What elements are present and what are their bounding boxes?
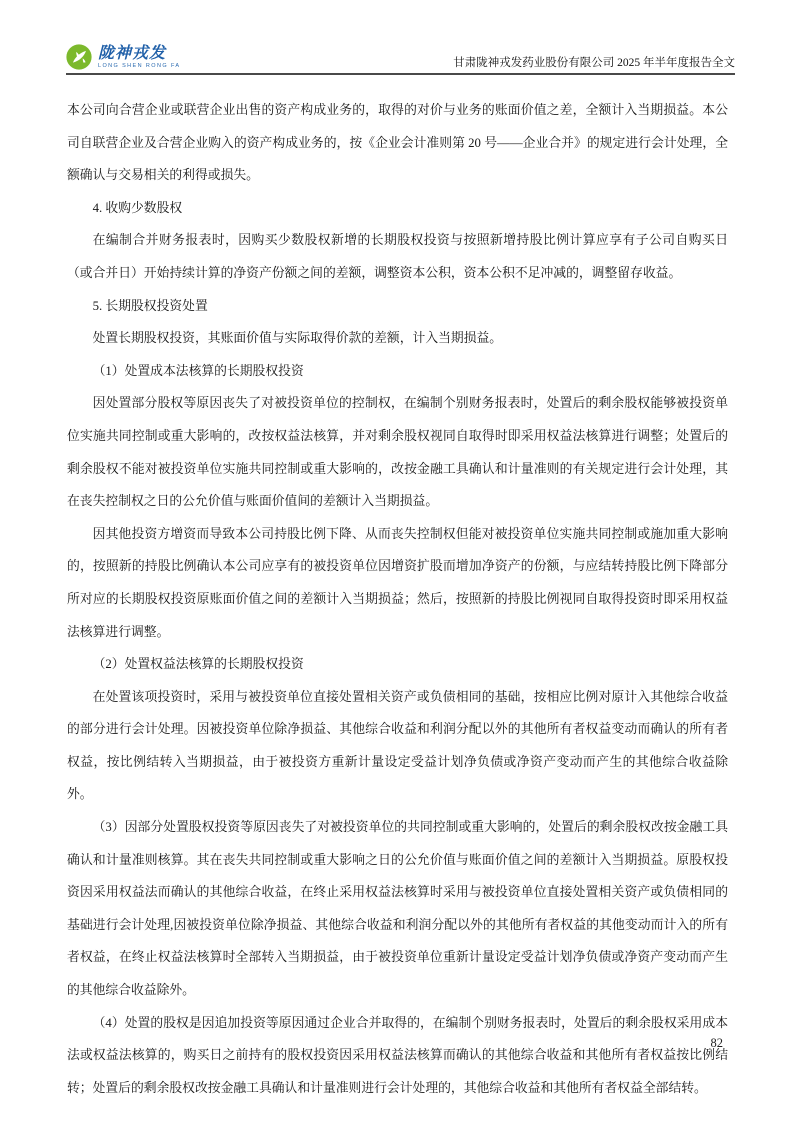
section-heading: （2）处置权益法核算的长期股权投资	[92, 657, 304, 672]
paragraph: （3）因部分处置股权投资等原因丧失了对被投资单位的共同控制或重大影响的，处置后的剩余股权改按金融工具确认和计量准则核算。其在丧失共同控制或重大影响之日的公允价值与账面价值之间的差额计入当期损益。原股权投资因采用权益法而确认的其他综合收益，在终止采用权益法核算时采用与被投资单位直接处置相关资产或负债相同的基础进行会计处理,因被投资单位除净损益、其他综合收益和利润分配以外的其他所有者权益的其他变动而计入的所有者权益，在终止权益法核算时全部转入当期损益，由于被投资单位重新计量设定受益计划净负债或净资产变动而产生的其他综合收益除外。	[67, 820, 728, 998]
report-header-title: 甘肃陇神戎发药业股份有限公司 2025 年半年度报告全文	[453, 57, 735, 69]
paragraph: 在编制合并财务报表时，因购买少数股权新增的长期股权投资与按照新增持股比例计算应享有子公司自购买日（或合并日）开始持续计算的净资产份额之间的差额，调整资本公积，资本公积不足冲减的，调整留存收益。	[67, 233, 728, 280]
paragraph: 处置长期股权投资，其账面价值与实际取得价款的差额，计入当期损益。	[92, 331, 503, 346]
company-logo-leaf-circle-icon	[65, 43, 93, 71]
company-logo-text	[98, 45, 180, 70]
header-divider	[66, 73, 735, 75]
company-name-cn: 陇神戎发	[98, 45, 167, 62]
company-name-en: LONG SHEN RONG FA	[98, 63, 181, 69]
document-body	[67, 94, 728, 1104]
section-heading: （1）处置成本法核算的长期股权投资	[92, 363, 304, 378]
section-heading: 5. 长期股权投资处置	[92, 298, 208, 313]
page-number: 82	[710, 1036, 723, 1050]
paragraph: 在处置该项投资时，采用与被投资单位直接处置相关资产或负债相同的基础，按相应比例对原计入其他综合收益的部分进行会计处理。因被投资单位除净损益、其他综合收益和利润分配以外的其他所有者权益变动而确认的所有者权益，按比例结转入当期损益，由于被投资方重新计量设定受益计划净负债或净资产变动而产生的其他综合收益除外。	[67, 689, 728, 802]
paragraph: 本公司向合营企业或联营企业出售的资产构成业务的，取得的对价与业务的账面价值之差，全额计入当期损益。本公司自联营企业及合营企业购入的资产构成业务的，按《企业会计准则第 20 号——企业合并》的规定进行会计处理，全额确认与交易相关的利得或损失。	[67, 103, 728, 183]
company-logo	[65, 43, 180, 71]
paragraph: （4）处置的股权是因追加投资等原因通过企业合并取得的，在编制个别财务报表时，处置后的剩余股权采用成本法或权益法核算的，购买日之前持有的股权投资因采用权益法核算而确认的其他综合收益和其他所有者权益按比例结转；处置后的剩余股权改按金融工具确认和计量准则进行会计处理的，其他综合收益和其他所有者权益全部结转。	[67, 1015, 728, 1095]
paragraph: 因其他投资方增资而导致本公司持股比例下降、从而丧失控制权但能对被投资单位实施共同控制或施加重大影响的，按照新的持股比例确认本公司应享有的被投资单位因增资扩股而增加净资产的份额，与应结转持股比例下降部分所对应的长期股权投资原账面价值之间的差额计入当期损益；然后，按照新的持股比例视同自取得投资时即采用权益法核算进行调整。	[67, 526, 728, 639]
paragraph: 因处置部分股权等原因丧失了对被投资单位的控制权，在编制个别财务报表时，处置后的剩余股权能够被投资单位实施共同控制或重大影响的，改按权益法核算，并对剩余股权视同自取得时即采用权益法核算进行调整；处置后的剩余股权不能对被投资单位实施共同控制或重大影响的，改按金融工具确认和计量准则的有关规定进行会计处理，其在丧失控制权之日的公允价值与账面价值间的差额计入当期损益。	[67, 396, 728, 509]
section-heading: 4. 收购少数股权	[92, 200, 183, 215]
